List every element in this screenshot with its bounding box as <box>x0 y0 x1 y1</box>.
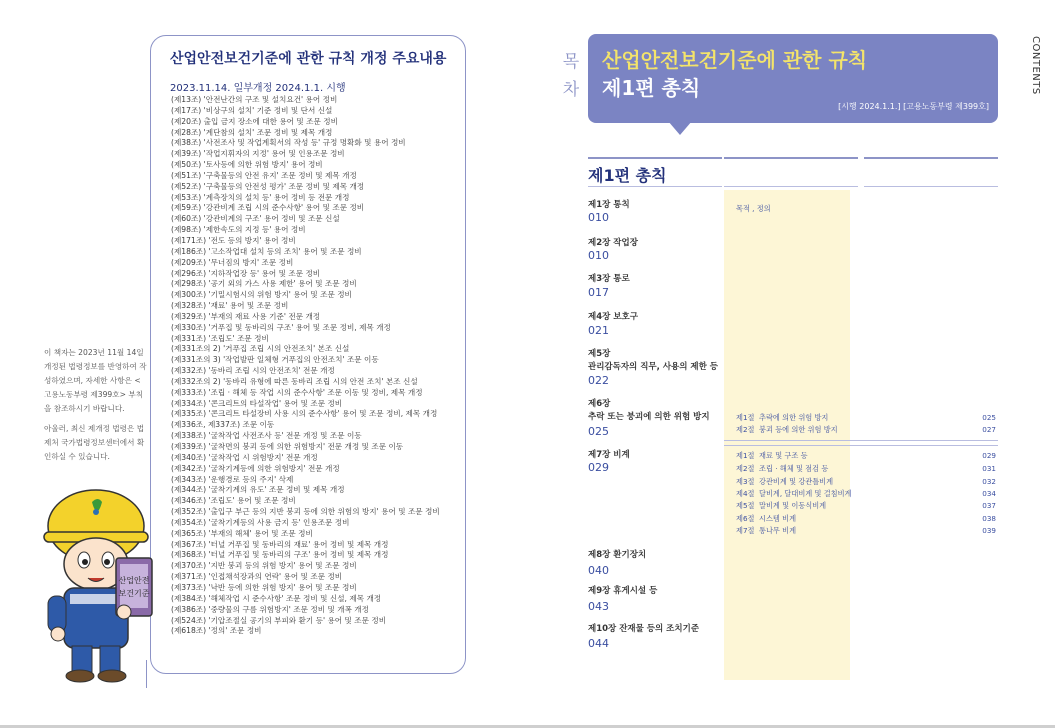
amendment-item: (제60조) '강관비계의 구조' 용어 정비 및 조문 신설 <box>171 214 340 224</box>
section-title[interactable]: 제4절 달비계, 달대비계 및 걸침비계 <box>736 489 852 498</box>
amendment-item: (제524조) '기압조절실 공기의 부피와 환기 등' 용어 및 조문 정비 <box>171 615 387 625</box>
amendment-item: (제371조) '인접채석장과의 연락' 용어 및 조문 정비 <box>171 572 343 582</box>
section-title[interactable]: 제2절 붕괴 등에 의한 위험 방지 <box>736 425 838 434</box>
section-page-number: 038 <box>982 514 996 523</box>
toc-label <box>560 48 582 104</box>
section-title[interactable]: 제1절 재료 및 구조 등 <box>736 451 808 460</box>
amendment-item: (제334조) '콘크리트의 타설작업' 용어 및 조문 정비 <box>171 398 343 408</box>
section-page-number: 039 <box>982 526 996 535</box>
amendment-item: (제328조) '재료' 용어 및 조문 정비 <box>171 301 289 311</box>
section-title[interactable]: 목적 , 정의 <box>736 204 771 213</box>
chapter-title[interactable]: 제3장 통로 <box>588 274 630 284</box>
part-title: 제1편 총칙 <box>588 166 667 185</box>
section-title[interactable]: 제7절 통나무 비계 <box>736 526 797 535</box>
amendment-item: (제332조) '동바리 조립 시의 안전조치' 전문 개정 <box>171 366 335 376</box>
chapter-page-number: 025 <box>588 425 609 438</box>
chapter-title[interactable]: 제7장 비계 <box>588 450 630 460</box>
amendment-item: (제340조) '굴착작업 시 위험방지' 전문 개정 <box>171 452 318 462</box>
section-page-number: 032 <box>982 477 996 486</box>
amendment-item: (제329조) '부재의 재료 사용 기준' 전문 개정 <box>171 311 321 321</box>
amendment-item: (제354조) '굴착기계등의 사용 금지 등' 인용조문 정비 <box>171 517 350 527</box>
amendment-item: (제338조) '굴착작업 사전조사 등' 전문 개정 및 조문 이동 <box>171 431 362 441</box>
amendment-item: (제370조) '지반 붕괴 등의 위험 방지' 용어 및 조문 정비 <box>171 561 357 571</box>
amendment-item: (제342조) '굴착기계등에 의한 위험방지' 전문 개정 <box>171 463 340 473</box>
amendment-item: (제618조) '정의' 조문 정비 <box>171 626 262 636</box>
chapter-title[interactable]: 제5장 관리감독자의 직무, 사용의 제한 등 <box>588 349 719 372</box>
amendments-list <box>171 95 440 637</box>
section-title[interactable]: 제2절 조립 · 해체 및 점검 등 <box>736 464 829 473</box>
part-header-tail <box>668 121 692 135</box>
amendment-item: (제300조) '기밀시험시의 위험 방지' 용어 및 조문 정비 <box>171 290 352 300</box>
amendment-item: (제352조) '출입구 부근 등의 지반 붕괴 등에 의한 위험의 방지' 용어 및 조문 정비 <box>171 507 440 517</box>
chapter-page-number: 022 <box>588 374 609 387</box>
amendment-item: (제331조의 3) '작업발판 일체형 거푸집의 안전조치' 조문 이동 <box>171 355 379 365</box>
amendment-item: (제343조) '운행경로 등의 주지' 삭제 <box>171 474 294 484</box>
amendment-item: (제335조) '콘크리트 타설장비 사용 시의 준수사항' 용어 및 조문 정비, 제목 개정 <box>171 409 438 419</box>
part-header-title: 제1편 총칙 <box>602 76 701 100</box>
chapter-title[interactable]: 제2장 작업장 <box>588 238 638 248</box>
amendment-item: (제59조) '강관비계 조립 시의 준수사항' 용어 및 조문 정비 <box>171 203 365 213</box>
amendment-item: (제344조) '굴착기계의 유도' 조문 정비 및 제목 개정 <box>171 485 345 495</box>
amendment-item: (제331조의 2) '거푸집 조립 시의 안전조치' 본조 신설 <box>171 344 350 354</box>
column-rule <box>864 186 998 187</box>
amendment-item: (제51조) '구축물등의 안전 유지' 조문 정비 및 제목 개정 <box>171 170 357 180</box>
chapter-title[interactable]: 제1장 통칙 <box>588 200 630 210</box>
chapter-page-number: 010 <box>588 211 609 224</box>
chapter-page-number: 044 <box>588 637 609 650</box>
section-page-number: 025 <box>982 413 996 422</box>
column-rule <box>588 186 722 187</box>
amendment-item: (제17조) '비상구의 설치' 기준 정비 및 단서 신설 <box>171 105 333 115</box>
toc-label-char: 목 <box>562 52 580 72</box>
amendment-item: (제20조) 출입 금지 장소에 대한 용어 및 조문 정비 <box>171 116 338 126</box>
section-page-number: 031 <box>982 464 996 473</box>
chapter-divider <box>724 445 998 446</box>
sections-column-bg <box>724 190 850 680</box>
amendment-item: (제98조) '제한속도의 지정 등' 용어 정비 <box>171 225 306 235</box>
chapter-divider <box>724 440 998 441</box>
column-rule <box>864 157 998 159</box>
amendment-item: (제13조) '안전난간의 구조 및 설치요건' 용어 정비 <box>171 95 338 104</box>
column-rule <box>724 186 858 187</box>
chapter-page-number: 029 <box>588 461 609 474</box>
amendment-item: (제330조) '거푸집 및 동바리의 구조' 용어 및 조문 정비, 제목 개정 <box>171 322 391 332</box>
note-paragraph: 이 책자는 2023년 11월 14일 개정된 법령정보를 반영하여 작성하였으며, 자세한 사항은 <고용노동부령 제399호> 부칙을 참조하시기 바랍니다. <box>44 348 147 413</box>
safety-mascot-illustration <box>34 484 164 684</box>
amendment-item: (제331조) '조립도' 조문 정비 <box>171 333 269 343</box>
chapter-page-number: 017 <box>588 286 609 299</box>
amendment-item: (제365조) '부재의 해체' 용어 및 조문 정비 <box>171 528 313 538</box>
section-page-number: 034 <box>982 489 996 498</box>
amendment-item: (제53조) '계측장치의 설치 등' 용어 정비 등 전문 개정 <box>171 192 350 202</box>
amendment-item: (제339조) '굴착면의 붕괴 등에 의한 위험방지' 전문 개정 및 조문 이동 <box>171 442 404 451</box>
book-label-line1: 산업안전 <box>118 576 150 585</box>
amendments-title: 산업안전보건기준에 관한 규칙 개정 주요내용 <box>170 51 447 67</box>
chapter-title[interactable]: 제10장 잔재물 등의 조치기준 <box>588 624 700 634</box>
amendment-item: (제38조) '사전조사 및 작업계획서의 작성 등' 규정 명확화 및 용어 정비 <box>171 138 406 148</box>
amendment-item: (제296조) '지하작업장 등' 용어 및 조문 정비 <box>171 268 321 278</box>
amendment-item: (제39조) '작업지휘자의 지정' 용어 및 인용조문 정비 <box>171 149 345 159</box>
amendment-item: (제28조) '계단참의 설치' 조문 정비 및 제목 개정 <box>171 127 333 137</box>
amendment-item: (제373조) '낙반 등에 의한 위험 방지' 용어 및 조문 정비 <box>171 582 357 592</box>
regulation-title: 산업안전보건기준에 관한 규칙 <box>602 48 868 72</box>
toc-label-char: 차 <box>562 80 580 100</box>
column-rule <box>724 157 858 159</box>
amendment-item: (제367조) '터널 거푸집 및 동바리의 재료' 용어 정비 및 제목 개정 <box>171 539 389 549</box>
amendment-item: (제336조, 제337조) 조문 이동 <box>171 420 275 430</box>
section-page-number: 027 <box>982 425 996 434</box>
amendment-item: (제50조) '토사등에 의한 위험 방지' 용어 정비 <box>171 160 323 170</box>
enforcement-info: [시행 2024.1.1.] [고용노동부령 제399호] <box>838 102 989 111</box>
section-page-number: 029 <box>982 451 996 460</box>
chapter-page-number: 021 <box>588 324 609 337</box>
amendment-item: (제333조) '조립 · 해체 등 작업 시의 준수사항' 조문 이동 및 정비, 제목 개정 <box>171 387 423 397</box>
section-title[interactable]: 제3절 강관비계 및 강관틀비계 <box>736 477 834 486</box>
amendment-item: (제52조) '구축물등의 안전성 평가' 조문 정비 및 제목 개정 <box>171 181 365 191</box>
amendment-item: (제171조) '전도 등의 방지' 용어 정비 <box>171 235 296 245</box>
book-label-line2: 보건기준 <box>118 589 150 598</box>
amendments-subtitle: 2023.11.14. 일부개정 2024.1.1. 시행 <box>170 83 346 94</box>
note-paragraph: 아울러, 최신 제개정 법령은 법제처 국가법령정보센터에서 확인하실 수 있습니다. <box>44 424 145 461</box>
amendment-item: (제346조) '조립도' 용어 및 조문 정비 <box>171 496 296 506</box>
section-title[interactable]: 제6절 시스템 비계 <box>736 514 797 523</box>
amendment-item: (제384조) '해체작업 시 준수사항' 조문 정비 및 신설, 제목 개정 <box>171 593 382 603</box>
note <box>44 346 148 470</box>
chapter-page-number: 040 <box>588 564 609 577</box>
section-title[interactable]: 제1절 추락에 의한 위험 방지 <box>736 413 829 422</box>
column-rule <box>588 157 722 159</box>
chapter-title[interactable]: 제8장 환기장치 <box>588 550 647 560</box>
chapter-page-number: 043 <box>588 600 609 613</box>
amendment-item: (제186조) '고소작업대 설치 등의 조치' 용어 및 조문 정비 <box>171 246 362 256</box>
chapter-page-number: 010 <box>588 249 609 262</box>
section-page-number: 037 <box>982 501 996 510</box>
amendment-item: (제368조) '터널 거푸집 및 동바리의 구조' 용어 정비 및 제목 개정 <box>171 550 389 560</box>
contents-side-tab: CONTENTS <box>1030 36 1041 95</box>
amendment-item: (제332조의 2) '동바리 유형에 따른 동바리 조립 시의 안전 조치' 본조 신설 <box>171 376 418 386</box>
section-title[interactable]: 제5절 말비계 및 이동식비계 <box>736 501 827 510</box>
amendment-item: (제386조) '중량물의 구름 위험방지' 조문 정비 및 개폭 개정 <box>171 604 369 614</box>
amendment-item: (제209조) '무너짐의 방지' 조문 정비 <box>171 257 294 267</box>
chapter-title[interactable]: 제6장 추락 또는 붕괴에 의한 위험 방지 <box>588 399 710 422</box>
chapter-title[interactable]: 제9장 휴게시설 등 <box>588 586 658 596</box>
amendment-item: (제298조) '공기 외의 가스 사용 제한' 용어 및 조문 정비 <box>171 279 357 289</box>
chapter-title[interactable]: 제4장 보호구 <box>588 312 638 322</box>
